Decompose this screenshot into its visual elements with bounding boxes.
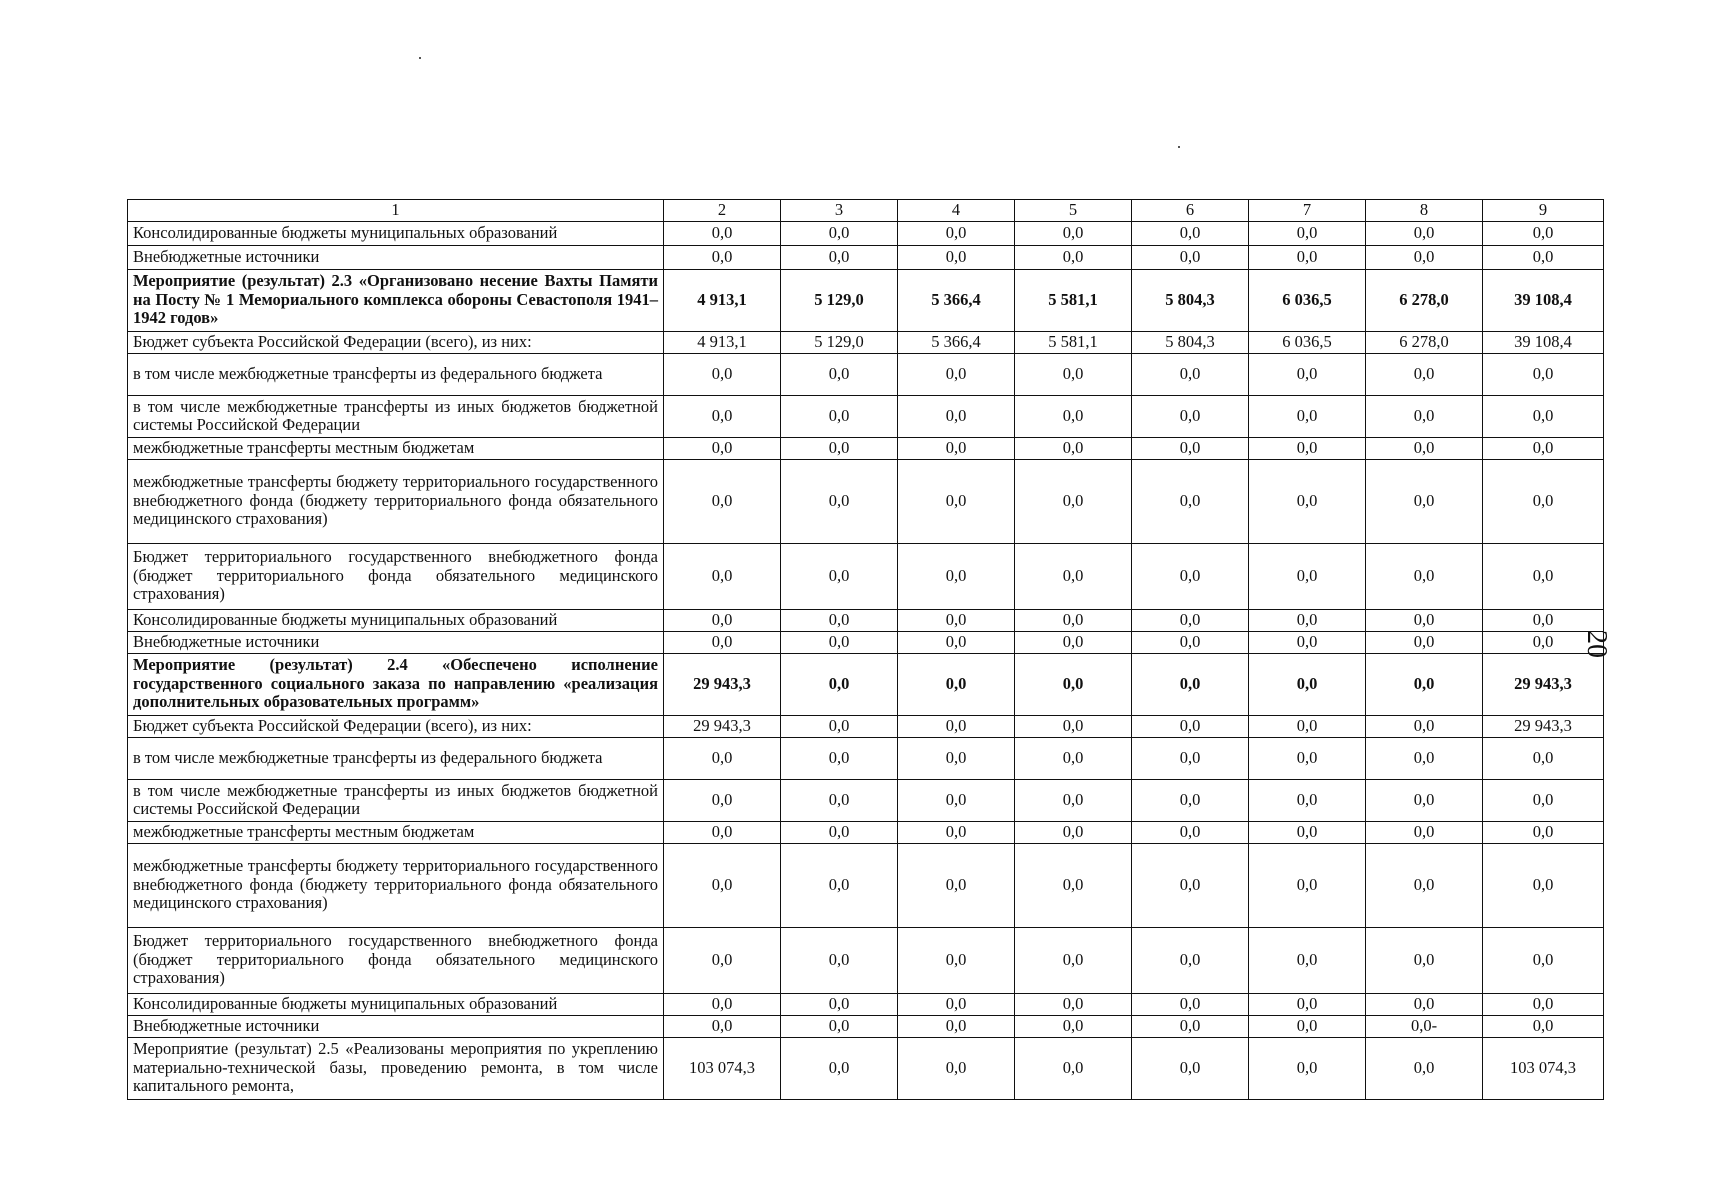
value-cell: 0,0 — [1132, 653, 1249, 715]
value-cell: 0,0 — [1366, 843, 1483, 927]
column-number: 9 — [1483, 200, 1604, 222]
value-cell: 0,0 — [1132, 927, 1249, 993]
value-cell: 0,0 — [1483, 395, 1604, 437]
value-cell: 4 913,1 — [664, 331, 781, 353]
value-cell: 0,0 — [898, 543, 1015, 609]
table-row — [128, 653, 1604, 715]
value-cell: 0,0 — [898, 245, 1015, 269]
value-cell: 103 074,3 — [1483, 1037, 1604, 1099]
value-cell: 0,0 — [898, 395, 1015, 437]
value-cell: 0,0 — [664, 437, 781, 459]
value-cell: 0,0 — [664, 221, 781, 245]
value-cell: 0,0 — [1249, 543, 1366, 609]
value-cell: 0,0 — [1483, 1015, 1604, 1037]
value-cell: 0,0 — [1015, 821, 1132, 843]
value-cell: 0,0- — [1366, 1015, 1483, 1037]
value-cell: 0,0 — [1015, 221, 1132, 245]
value-cell: 5 129,0 — [781, 331, 898, 353]
value-cell: 0,0 — [898, 353, 1015, 395]
value-cell: 0,0 — [781, 245, 898, 269]
value-cell: 0,0 — [898, 653, 1015, 715]
value-cell: 0,0 — [1132, 459, 1249, 543]
value-cell: 0,0 — [781, 821, 898, 843]
value-cell: 0,0 — [1366, 737, 1483, 779]
value-cell: 0,0 — [1483, 221, 1604, 245]
table-row — [128, 715, 1604, 737]
value-cell: 0,0 — [1249, 395, 1366, 437]
row-label: Бюджет территориального государственного внебюджетного фонда (бюджет территориального фонда обязательного медицинского страхования) — [128, 927, 664, 993]
value-cell: 0,0 — [664, 993, 781, 1015]
value-cell: 0,0 — [781, 221, 898, 245]
value-cell: 0,0 — [1015, 737, 1132, 779]
value-cell: 0,0 — [1015, 631, 1132, 653]
value-cell: 0,0 — [1249, 1037, 1366, 1099]
value-cell: 0,0 — [781, 653, 898, 715]
value-cell: 0,0 — [1483, 245, 1604, 269]
value-cell: 0,0 — [1132, 221, 1249, 245]
value-cell: 0,0 — [1132, 245, 1249, 269]
value-cell: 6 036,5 — [1249, 331, 1366, 353]
value-cell: 0,0 — [1249, 609, 1366, 631]
value-cell: 5 366,4 — [898, 269, 1015, 331]
table-row — [128, 543, 1604, 609]
value-cell: 0,0 — [1015, 437, 1132, 459]
value-cell: 0,0 — [898, 609, 1015, 631]
value-cell: 0,0 — [1366, 1037, 1483, 1099]
table-row — [128, 609, 1604, 631]
value-cell: 0,0 — [1015, 779, 1132, 821]
table-row — [128, 245, 1604, 269]
column-number: 3 — [781, 200, 898, 222]
value-cell: 0,0 — [664, 543, 781, 609]
value-cell: 0,0 — [781, 609, 898, 631]
column-number: 7 — [1249, 200, 1366, 222]
value-cell: 0,0 — [898, 737, 1015, 779]
value-cell: 39 108,4 — [1483, 269, 1604, 331]
value-cell: 0,0 — [1366, 631, 1483, 653]
value-cell: 0,0 — [1015, 1015, 1132, 1037]
value-cell: 0,0 — [898, 927, 1015, 993]
column-number: 5 — [1015, 200, 1132, 222]
value-cell: 0,0 — [781, 779, 898, 821]
row-label: межбюджетные трансферты бюджету территориального государственного внебюджетного фонда (бюджету территориального фонда обязательного медицинского страхования) — [128, 459, 664, 543]
value-cell: 5 804,3 — [1132, 269, 1249, 331]
value-cell: 0,0 — [1483, 779, 1604, 821]
value-cell: 5 804,3 — [1132, 331, 1249, 353]
value-cell: 6 278,0 — [1366, 269, 1483, 331]
page-number: 20 — [1581, 630, 1612, 658]
value-cell: 0,0 — [781, 843, 898, 927]
value-cell: 0,0 — [664, 1015, 781, 1037]
value-cell: 0,0 — [1249, 459, 1366, 543]
value-cell: 0,0 — [898, 993, 1015, 1015]
value-cell: 0,0 — [1366, 653, 1483, 715]
value-cell: 0,0 — [781, 459, 898, 543]
value-cell: 0,0 — [898, 1037, 1015, 1099]
value-cell: 0,0 — [898, 1015, 1015, 1037]
budget-table-body — [128, 200, 1604, 1100]
value-cell: 0,0 — [1483, 993, 1604, 1015]
value-cell: 0,0 — [781, 353, 898, 395]
value-cell: 0,0 — [1366, 821, 1483, 843]
row-label: в том числе межбюджетные трансферты из федерального бюджета — [128, 353, 664, 395]
value-cell: 0,0 — [664, 609, 781, 631]
value-cell: 103 074,3 — [664, 1037, 781, 1099]
value-cell: 0,0 — [781, 1037, 898, 1099]
table-row — [128, 631, 1604, 653]
row-label: Бюджет субъекта Российской Федерации (всего), из них: — [128, 715, 664, 737]
row-label: Мероприятие (результат) 2.5 «Реализованы мероприятия по укреплению материально-технической базы, проведению ремонта, в том числе капитального ремонта, — [128, 1037, 664, 1099]
table-row — [128, 1015, 1604, 1037]
value-cell: 0,0 — [1249, 843, 1366, 927]
row-label: Мероприятие (результат) 2.3 «Организовано несение Вахты Памяти на Посту № 1 Мемориального комплекса обороны Севастополя 1941–1942 годов» — [128, 269, 664, 331]
value-cell: 0,0 — [1132, 353, 1249, 395]
value-cell: 0,0 — [1132, 437, 1249, 459]
value-cell: 0,0 — [664, 927, 781, 993]
value-cell: 0,0 — [1249, 653, 1366, 715]
table-row — [128, 843, 1604, 927]
value-cell: 0,0 — [1015, 459, 1132, 543]
value-cell: 0,0 — [1366, 779, 1483, 821]
column-number: 2 — [664, 200, 781, 222]
value-cell: 0,0 — [1249, 631, 1366, 653]
value-cell: 0,0 — [898, 821, 1015, 843]
row-label: межбюджетные трансферты местным бюджетам — [128, 821, 664, 843]
value-cell: 0,0 — [1366, 993, 1483, 1015]
value-cell: 0,0 — [781, 1015, 898, 1037]
value-cell: 0,0 — [664, 459, 781, 543]
value-cell: 0,0 — [1249, 437, 1366, 459]
value-cell: 0,0 — [1015, 927, 1132, 993]
scan-speck — [1178, 146, 1180, 148]
table-row — [128, 459, 1604, 543]
budget-table — [127, 199, 1604, 1100]
value-cell: 0,0 — [1015, 353, 1132, 395]
value-cell: 29 943,3 — [664, 715, 781, 737]
value-cell: 0,0 — [1249, 353, 1366, 395]
row-label: Консолидированные бюджеты муниципальных образований — [128, 993, 664, 1015]
value-cell: 0,0 — [898, 437, 1015, 459]
value-cell: 4 913,1 — [664, 269, 781, 331]
value-cell: 0,0 — [781, 631, 898, 653]
value-cell: 0,0 — [1015, 993, 1132, 1015]
value-cell: 0,0 — [1015, 1037, 1132, 1099]
value-cell: 0,0 — [1015, 609, 1132, 631]
value-cell: 0,0 — [1132, 1037, 1249, 1099]
row-label: Внебюджетные источники — [128, 1015, 664, 1037]
value-cell: 6 036,5 — [1249, 269, 1366, 331]
value-cell: 0,0 — [1132, 395, 1249, 437]
table-row — [128, 1037, 1604, 1099]
value-cell: 0,0 — [1249, 779, 1366, 821]
value-cell: 29 943,3 — [1483, 653, 1604, 715]
value-cell: 0,0 — [1132, 715, 1249, 737]
value-cell: 5 366,4 — [898, 331, 1015, 353]
table-row — [128, 821, 1604, 843]
value-cell: 0,0 — [664, 631, 781, 653]
value-cell: 0,0 — [1249, 1015, 1366, 1037]
column-number: 1 — [128, 200, 664, 222]
value-cell: 0,0 — [1366, 715, 1483, 737]
table-row — [128, 221, 1604, 245]
value-cell: 0,0 — [664, 821, 781, 843]
row-label: Бюджет субъекта Российской Федерации (всего), из них: — [128, 331, 664, 353]
value-cell: 0,0 — [1366, 353, 1483, 395]
value-cell: 0,0 — [781, 927, 898, 993]
value-cell: 29 943,3 — [664, 653, 781, 715]
value-cell: 0,0 — [1132, 993, 1249, 1015]
value-cell: 5 581,1 — [1015, 331, 1132, 353]
value-cell: 0,0 — [1132, 737, 1249, 779]
table-row — [128, 395, 1604, 437]
value-cell: 0,0 — [1483, 821, 1604, 843]
value-cell: 0,0 — [1366, 459, 1483, 543]
value-cell: 29 943,3 — [1483, 715, 1604, 737]
table-row — [128, 927, 1604, 993]
value-cell: 0,0 — [898, 221, 1015, 245]
value-cell: 0,0 — [898, 631, 1015, 653]
value-cell: 0,0 — [1015, 395, 1132, 437]
value-cell: 0,0 — [1483, 609, 1604, 631]
value-cell: 0,0 — [1132, 843, 1249, 927]
row-label: межбюджетные трансферты бюджету территориального государственного внебюджетного фонда (бюджету территориального фонда обязательного медицинского страхования) — [128, 843, 664, 927]
column-number-row — [128, 200, 1604, 222]
value-cell: 0,0 — [898, 459, 1015, 543]
row-label: в том числе межбюджетные трансферты из иных бюджетов бюджетной системы Российской Федерации — [128, 779, 664, 821]
value-cell: 0,0 — [1366, 543, 1483, 609]
table-row — [128, 737, 1604, 779]
value-cell: 0,0 — [664, 737, 781, 779]
value-cell: 0,0 — [1015, 843, 1132, 927]
value-cell: 0,0 — [1483, 543, 1604, 609]
table-row — [128, 779, 1604, 821]
row-label: Консолидированные бюджеты муниципальных образований — [128, 221, 664, 245]
value-cell: 0,0 — [1132, 609, 1249, 631]
value-cell: 0,0 — [1249, 821, 1366, 843]
value-cell: 0,0 — [664, 779, 781, 821]
value-cell: 0,0 — [1249, 993, 1366, 1015]
row-label: межбюджетные трансферты местным бюджетам — [128, 437, 664, 459]
value-cell: 0,0 — [1015, 543, 1132, 609]
row-label: Внебюджетные источники — [128, 631, 664, 653]
table-row — [128, 331, 1604, 353]
value-cell: 5 129,0 — [781, 269, 898, 331]
row-label: Внебюджетные источники — [128, 245, 664, 269]
value-cell: 0,0 — [664, 353, 781, 395]
value-cell: 0,0 — [1015, 245, 1132, 269]
value-cell: 0,0 — [1483, 353, 1604, 395]
scan-speck — [419, 57, 421, 59]
table-row — [128, 993, 1604, 1015]
value-cell: 0,0 — [1015, 653, 1132, 715]
value-cell: 0,0 — [781, 437, 898, 459]
value-cell: 0,0 — [1366, 395, 1483, 437]
value-cell: 0,0 — [781, 715, 898, 737]
row-label: Мероприятие (результат) 2.4 «Обеспечено исполнение государственного социального заказа по направлению «реализация дополнительных образовательных программ» — [128, 653, 664, 715]
value-cell: 0,0 — [664, 843, 781, 927]
value-cell: 0,0 — [898, 843, 1015, 927]
value-cell: 0,0 — [664, 395, 781, 437]
value-cell: 6 278,0 — [1366, 331, 1483, 353]
value-cell: 0,0 — [664, 245, 781, 269]
value-cell: 0,0 — [1249, 715, 1366, 737]
value-cell: 5 581,1 — [1015, 269, 1132, 331]
column-number: 6 — [1132, 200, 1249, 222]
value-cell: 0,0 — [1132, 821, 1249, 843]
value-cell: 0,0 — [1132, 1015, 1249, 1037]
value-cell: 0,0 — [1483, 927, 1604, 993]
value-cell: 0,0 — [1249, 221, 1366, 245]
value-cell: 39 108,4 — [1483, 331, 1604, 353]
value-cell: 0,0 — [781, 737, 898, 779]
value-cell: 0,0 — [1015, 715, 1132, 737]
value-cell: 0,0 — [898, 715, 1015, 737]
value-cell: 0,0 — [1483, 737, 1604, 779]
value-cell: 0,0 — [898, 779, 1015, 821]
value-cell: 0,0 — [781, 993, 898, 1015]
value-cell: 0,0 — [1132, 779, 1249, 821]
value-cell: 0,0 — [1366, 609, 1483, 631]
table-row — [128, 269, 1604, 331]
value-cell: 0,0 — [1249, 245, 1366, 269]
row-label: в том числе межбюджетные трансферты из федерального бюджета — [128, 737, 664, 779]
row-label: Консолидированные бюджеты муниципальных образований — [128, 609, 664, 631]
table-row — [128, 437, 1604, 459]
value-cell: 0,0 — [1366, 221, 1483, 245]
value-cell: 0,0 — [781, 543, 898, 609]
column-number: 4 — [898, 200, 1015, 222]
value-cell: 0,0 — [1249, 927, 1366, 993]
value-cell: 0,0 — [1483, 437, 1604, 459]
row-label: Бюджет территориального государственного внебюджетного фонда (бюджет территориального фонда обязательного медицинского страхования) — [128, 543, 664, 609]
value-cell: 0,0 — [1132, 631, 1249, 653]
value-cell: 0,0 — [1366, 245, 1483, 269]
value-cell: 0,0 — [1132, 543, 1249, 609]
table-row — [128, 353, 1604, 395]
value-cell: 0,0 — [1483, 843, 1604, 927]
value-cell: 0,0 — [781, 395, 898, 437]
value-cell: 0,0 — [1483, 631, 1604, 653]
value-cell: 0,0 — [1366, 437, 1483, 459]
row-label: в том числе межбюджетные трансферты из иных бюджетов бюджетной системы Российской Федерации — [128, 395, 664, 437]
value-cell: 0,0 — [1483, 459, 1604, 543]
column-number: 8 — [1366, 200, 1483, 222]
value-cell: 0,0 — [1249, 737, 1366, 779]
value-cell: 0,0 — [1366, 927, 1483, 993]
